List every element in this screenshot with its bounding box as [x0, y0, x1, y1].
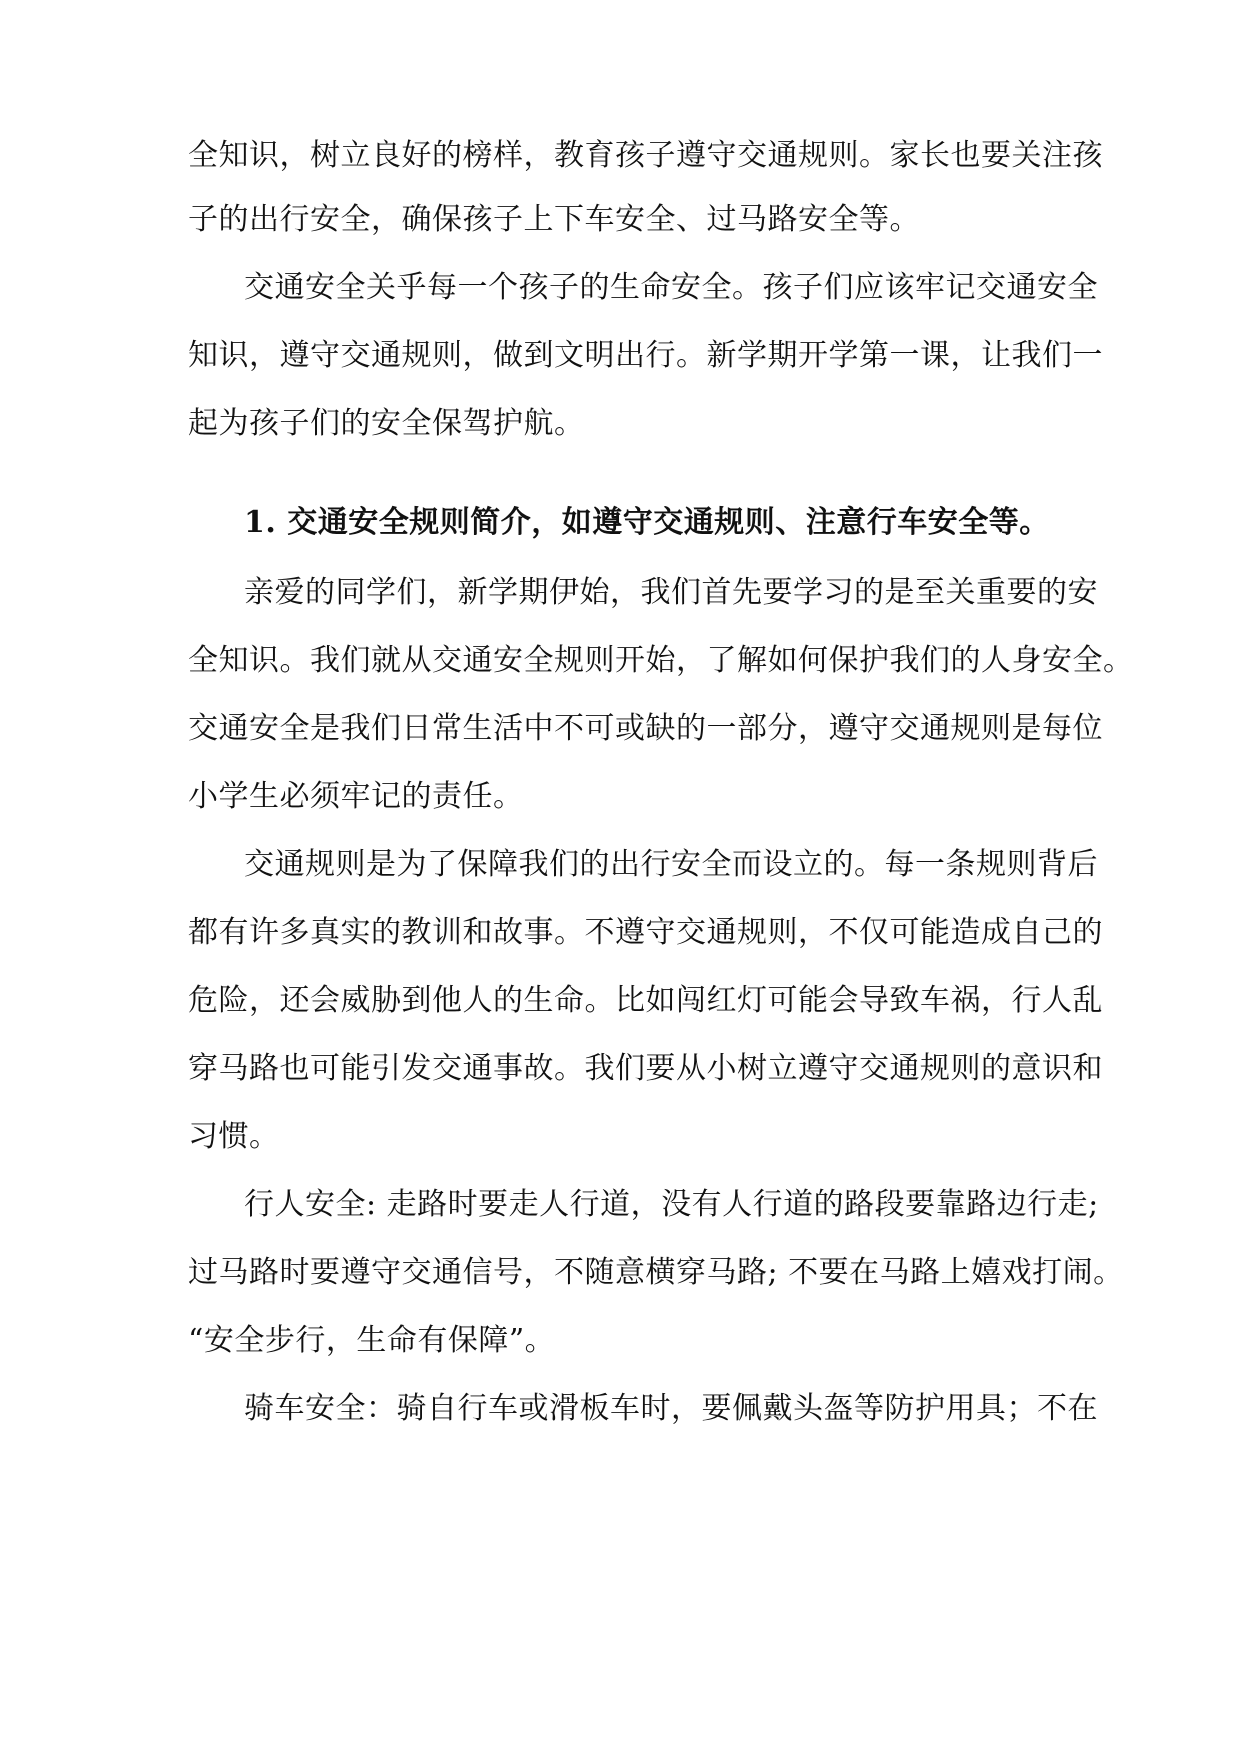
paragraph-line: 小学生必须牢记的责任。 [188, 779, 524, 814]
paragraph-line: 交通安全是我们日常生活中不可或缺的一部分，遵守交通规则是每位 [188, 711, 1103, 746]
paragraph-line: 危险，还会威胁到他人的生命。比如闯红灯可能会导致车祸，行人乱 [188, 983, 1103, 1018]
paragraph-line: “安全步行，生命有保障”。 [188, 1323, 556, 1358]
paragraph-line: 骑车安全：骑自行车或滑板车时，要佩戴头盔等防护用具；不在 [244, 1391, 1098, 1426]
paragraph-line: 知识，遵守交通规则，做到文明出行。新学期开学第一课，让我们一 [188, 338, 1103, 373]
paragraph-line: 全知识，树立良好的榜样，教育孩子遵守交通规则。家长也要关注孩 [188, 138, 1103, 173]
paragraph-line: 都有许多真实的教训和故事。不遵守交通规则，不仅可能造成自己的 [188, 915, 1103, 950]
paragraph-line: 习惯。 [188, 1119, 280, 1154]
paragraph-line: 全知识。我们就从交通安全规则开始，了解如何保护我们的人身安全。 [188, 643, 1134, 678]
paragraph-line: 穿马路也可能引发交通事故。我们要从小树立遵守交通规则的意识和 [188, 1051, 1103, 1086]
paragraph-line: 交通安全关乎每一个孩子的生命安全。孩子们应该牢记交通安全 [244, 270, 1098, 305]
paragraph-line: 子的出行安全，确保孩子上下车安全、过马路安全等。 [188, 202, 920, 237]
paragraph-line: 过马路时要遵守交通信号，不随意横穿马路; 不要在马路上嬉戏打闹。 [188, 1255, 1124, 1290]
section-heading: 1. 交通安全规则简介，如遵守交通规则、注意行车安全等。 [244, 505, 1050, 540]
paragraph-line: 亲爱的同学们，新学期伊始，我们首先要学习的是至关重要的安 [244, 575, 1098, 610]
paragraph-line: 行人安全: 走路时要走人行道，没有人行道的路段要靠路边行走; [244, 1187, 1099, 1222]
paragraph-line: 起为孩子们的安全保驾护航。 [188, 406, 585, 441]
paragraph-line: 交通规则是为了保障我们的出行安全而设立的。每一条规则背后 [244, 847, 1098, 882]
